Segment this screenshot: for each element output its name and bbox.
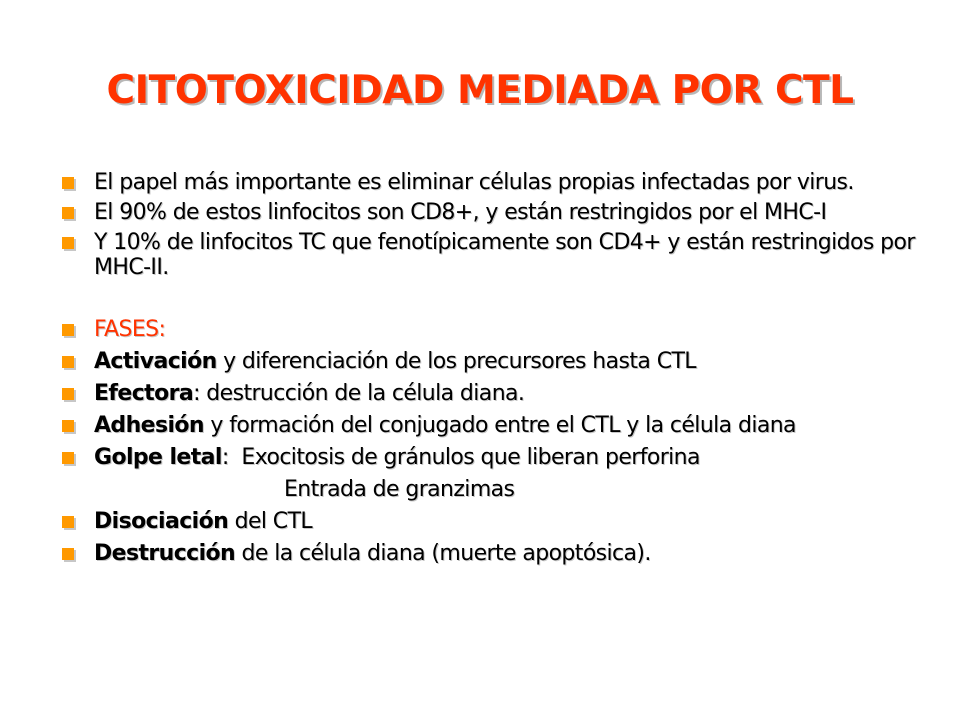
phase-text: de la célula diana (muerte apoptósica). xyxy=(235,541,651,566)
continuation-text: Entrada de granzimas xyxy=(284,477,515,502)
bullet-item xyxy=(58,445,918,470)
phase-term: Adhesión xyxy=(94,413,204,438)
square-bullet-icon xyxy=(62,516,74,528)
square-bullet-icon xyxy=(62,548,74,560)
bullet-list xyxy=(58,170,918,566)
bullet-item xyxy=(58,509,918,534)
square-bullet-icon xyxy=(62,237,74,249)
bullet-item xyxy=(58,349,918,374)
bullet-item xyxy=(58,200,918,225)
phase-text: del CTL xyxy=(228,509,313,534)
square-bullet-icon xyxy=(62,177,74,189)
bullet-text: El papel más importante es eliminar células propias infectadas por virus. xyxy=(94,170,854,195)
bullet-item xyxy=(58,230,918,280)
bullet-item xyxy=(58,413,918,438)
phase-text: : Exocitosis de gránulos que liberan perforina xyxy=(221,445,700,470)
square-bullet-icon xyxy=(62,420,74,432)
phase-term: Destrucción xyxy=(94,541,236,566)
phase-text: y formación del conjugado entre el CTL y la célula diana xyxy=(203,413,796,438)
phase-term: Golpe letal xyxy=(94,445,222,470)
phase-term: Activación xyxy=(94,349,217,374)
square-bullet-icon xyxy=(62,452,74,464)
bullet-item xyxy=(58,381,918,406)
phase-term: Efectora xyxy=(94,381,194,406)
slide-title: CITOTOXICIDAD MEDIADA POR CTL xyxy=(106,68,854,113)
bullet-text: El 90% de estos linfocitos son CD8+, y están restringidos por el MHC-I xyxy=(94,200,827,225)
bullet-item xyxy=(58,317,918,342)
square-bullet-icon xyxy=(62,324,74,336)
phase-text: y diferenciación de los precursores hasta CTL xyxy=(216,349,696,374)
bullet-item xyxy=(58,170,918,195)
continuation-line xyxy=(58,477,918,502)
square-bullet-icon xyxy=(62,356,74,368)
square-bullet-icon xyxy=(62,388,74,400)
square-bullet-icon xyxy=(62,207,74,219)
phase-term: Disociación xyxy=(94,509,229,534)
fases-heading: FASES: xyxy=(94,317,166,342)
bullet-item xyxy=(58,541,918,566)
phase-text: : destrucción de la célula diana. xyxy=(193,381,525,406)
bullet-text: Y 10% de linfocitos TC que fenotípicamente son CD4+ y están restringidos por MHC-II. xyxy=(94,230,915,280)
